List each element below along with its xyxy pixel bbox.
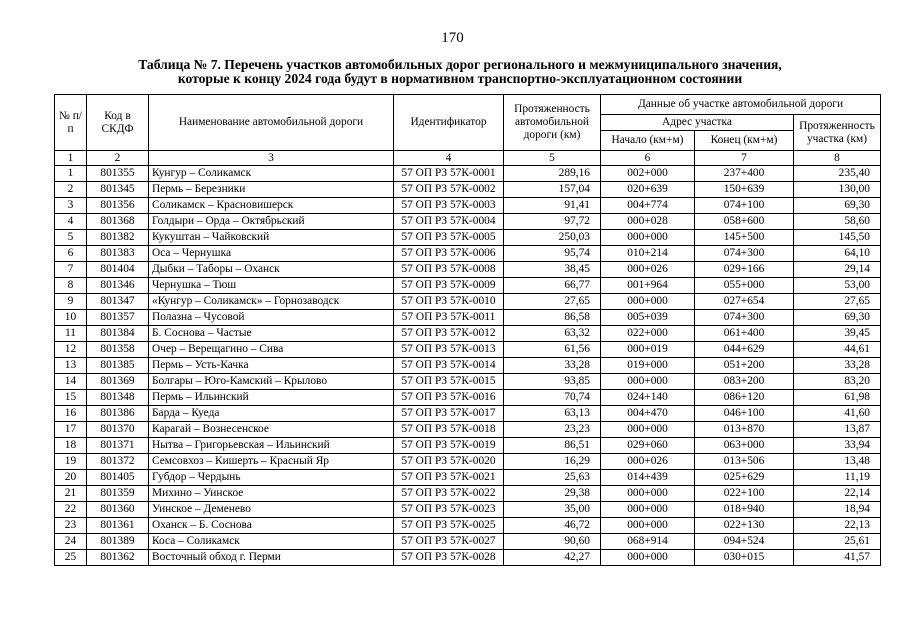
cell-code: 801360	[87, 502, 149, 518]
cell-start: 005+039	[601, 310, 695, 326]
cell-num: 21	[55, 486, 87, 502]
cell-start: 068+914	[601, 534, 695, 550]
cell-num: 7	[55, 262, 87, 278]
cell-end: 086+120	[695, 390, 794, 406]
cell-section-length: 61,98	[794, 390, 881, 406]
cell-section-length: 39,45	[794, 326, 881, 342]
cell-num: 22	[55, 502, 87, 518]
table-row	[55, 166, 881, 182]
cell-start: 000+000	[601, 294, 695, 310]
cell-start: 001+964	[601, 278, 695, 294]
header-end: Конец (км+м)	[695, 131, 794, 151]
cell-length-total: 70,74	[504, 390, 601, 406]
table-row	[55, 214, 881, 230]
cell-start: 004+774	[601, 198, 695, 214]
cell-road-name: Пермь – Березники	[149, 182, 394, 198]
column-index: 1	[55, 151, 87, 166]
cell-code: 801389	[87, 534, 149, 550]
cell-section-length: 145,50	[794, 230, 881, 246]
cell-road-name: Губдор – Чердынь	[149, 470, 394, 486]
cell-num: 24	[55, 534, 87, 550]
cell-code: 801368	[87, 214, 149, 230]
cell-identifier: 57 ОП РЗ 57К-0017	[394, 406, 504, 422]
title-line-2: которые к концу 2024 года будут в нормативном транспортно-эксплуатационном состоянии	[177, 71, 743, 86]
cell-identifier: 57 ОП РЗ 57К-0006	[394, 246, 504, 262]
cell-road-name: Кукуштан – Чайковский	[149, 230, 394, 246]
cell-end: 022+130	[695, 518, 794, 534]
header-num: № п/п	[55, 95, 87, 151]
cell-num: 6	[55, 246, 87, 262]
cell-length-total: 25,63	[504, 470, 601, 486]
table-row	[55, 374, 881, 390]
cell-num: 17	[55, 422, 87, 438]
cell-start: 002+000	[601, 166, 695, 182]
cell-end: 029+166	[695, 262, 794, 278]
column-index: 2	[87, 151, 149, 166]
table-row	[55, 518, 881, 534]
cell-section-length: 18,94	[794, 502, 881, 518]
cell-code: 801345	[87, 182, 149, 198]
table-row	[55, 246, 881, 262]
cell-identifier: 57 ОП РЗ 57К-0002	[394, 182, 504, 198]
cell-identifier: 57 ОП РЗ 57К-0018	[394, 422, 504, 438]
cell-road-name: Пермь – Ильинский	[149, 390, 394, 406]
cell-num: 15	[55, 390, 87, 406]
cell-num: 11	[55, 326, 87, 342]
cell-num: 19	[55, 454, 87, 470]
table-row	[55, 454, 881, 470]
table-row	[55, 230, 881, 246]
cell-section-length: 130,00	[794, 182, 881, 198]
cell-code: 801370	[87, 422, 149, 438]
cell-code: 801357	[87, 310, 149, 326]
cell-road-name: Оса – Чернушка	[149, 246, 394, 262]
cell-code: 801362	[87, 550, 149, 566]
cell-start: 000+000	[601, 374, 695, 390]
cell-end: 022+100	[695, 486, 794, 502]
cell-start: 019+000	[601, 358, 695, 374]
cell-num: 20	[55, 470, 87, 486]
cell-section-length: 44,61	[794, 342, 881, 358]
column-index-row	[55, 151, 881, 166]
column-index: 3	[149, 151, 394, 166]
cell-end: 074+100	[695, 198, 794, 214]
cell-code: 801405	[87, 470, 149, 486]
cell-num: 12	[55, 342, 87, 358]
cell-section-length: 58,60	[794, 214, 881, 230]
column-index: 7	[695, 151, 794, 166]
cell-start: 020+639	[601, 182, 695, 198]
cell-code: 801347	[87, 294, 149, 310]
cell-num: 8	[55, 278, 87, 294]
table-row	[55, 358, 881, 374]
cell-code: 801382	[87, 230, 149, 246]
cell-length-total: 97,72	[504, 214, 601, 230]
header-section-data: Данные об участке автомобильной дороги	[601, 95, 881, 115]
cell-start: 000+000	[601, 230, 695, 246]
cell-start: 000+000	[601, 550, 695, 566]
cell-code: 801346	[87, 278, 149, 294]
table-row	[55, 310, 881, 326]
cell-code: 801371	[87, 438, 149, 454]
cell-code: 801359	[87, 486, 149, 502]
cell-start: 022+000	[601, 326, 695, 342]
cell-end: 074+300	[695, 246, 794, 262]
cell-section-length: 25,61	[794, 534, 881, 550]
cell-code: 801358	[87, 342, 149, 358]
cell-num: 9	[55, 294, 87, 310]
table-row	[55, 534, 881, 550]
table-row	[55, 502, 881, 518]
cell-end: 046+100	[695, 406, 794, 422]
cell-end: 150+639	[695, 182, 794, 198]
cell-identifier: 57 ОП РЗ 57К-0009	[394, 278, 504, 294]
cell-road-name: Коса – Соликамск	[149, 534, 394, 550]
cell-road-name: Восточный обход г. Перми	[149, 550, 394, 566]
cell-identifier: 57 ОП РЗ 57К-0016	[394, 390, 504, 406]
column-index: 6	[601, 151, 695, 166]
cell-code: 801361	[87, 518, 149, 534]
cell-identifier: 57 ОП РЗ 57К-0015	[394, 374, 504, 390]
cell-section-length: 27,65	[794, 294, 881, 310]
cell-end: 055+000	[695, 278, 794, 294]
cell-length-total: 35,00	[504, 502, 601, 518]
cell-road-name: Очер – Верещагино – Сива	[149, 342, 394, 358]
header-length-total: Протяженность автомобильной дороги (км)	[504, 95, 601, 151]
cell-section-length: 13,48	[794, 454, 881, 470]
table-row	[55, 406, 881, 422]
cell-identifier: 57 ОП РЗ 57К-0010	[394, 294, 504, 310]
table-row	[55, 390, 881, 406]
cell-start: 004+470	[601, 406, 695, 422]
cell-identifier: 57 ОП РЗ 57К-0019	[394, 438, 504, 454]
table-row	[55, 550, 881, 566]
cell-length-total: 66,77	[504, 278, 601, 294]
table-row	[55, 182, 881, 198]
cell-identifier: 57 ОП РЗ 57К-0014	[394, 358, 504, 374]
page-number: 170	[441, 30, 464, 46]
cell-road-name: Пермь – Усть-Качка	[149, 358, 394, 374]
cell-road-name: Барда – Куеда	[149, 406, 394, 422]
cell-code: 801355	[87, 166, 149, 182]
cell-section-length: 41,57	[794, 550, 881, 566]
cell-length-total: 46,72	[504, 518, 601, 534]
column-index: 4	[394, 151, 504, 166]
cell-road-name: Кунгур – Соликамск	[149, 166, 394, 182]
cell-start: 000+000	[601, 422, 695, 438]
cell-code: 801383	[87, 246, 149, 262]
cell-length-total: 91,41	[504, 198, 601, 214]
cell-road-name: Михино – Уинское	[149, 486, 394, 502]
cell-length-total: 63,13	[504, 406, 601, 422]
cell-code: 801372	[87, 454, 149, 470]
cell-code: 801356	[87, 198, 149, 214]
cell-road-name: Дыбки – Таборы – Оханск	[149, 262, 394, 278]
cell-length-total: 86,58	[504, 310, 601, 326]
cell-num: 16	[55, 406, 87, 422]
cell-end: 051+200	[695, 358, 794, 374]
cell-length-total: 38,45	[504, 262, 601, 278]
table-row	[55, 470, 881, 486]
cell-start: 024+140	[601, 390, 695, 406]
cell-num: 13	[55, 358, 87, 374]
cell-road-name: Б. Соснова – Частые	[149, 326, 394, 342]
cell-start: 000+026	[601, 454, 695, 470]
cell-road-name: Оханск – Б. Соснова	[149, 518, 394, 534]
cell-start: 000+019	[601, 342, 695, 358]
cell-length-total: 86,51	[504, 438, 601, 454]
cell-length-total: 289,16	[504, 166, 601, 182]
header-code: Код в СКДФ	[87, 95, 149, 151]
cell-length-total: 250,03	[504, 230, 601, 246]
cell-road-name: Голдыри – Орда – Октябрьский	[149, 214, 394, 230]
cell-road-name: Уинское – Деменево	[149, 502, 394, 518]
table-row	[55, 262, 881, 278]
cell-section-length: 69,30	[794, 310, 881, 326]
roads-table	[54, 94, 881, 566]
table-title	[60, 58, 860, 86]
title-line-1: Таблица № 7. Перечень участков автомобильных дорог регионального и межмуниципального значения,	[138, 57, 782, 72]
cell-identifier: 57 ОП РЗ 57К-0027	[394, 534, 504, 550]
cell-road-name: Карагай – Вознесенское	[149, 422, 394, 438]
cell-num: 5	[55, 230, 87, 246]
cell-start: 000+000	[601, 502, 695, 518]
cell-num: 4	[55, 214, 87, 230]
cell-num: 1	[55, 166, 87, 182]
cell-end: 030+015	[695, 550, 794, 566]
cell-num: 3	[55, 198, 87, 214]
table-row	[55, 278, 881, 294]
cell-length-total: 61,56	[504, 342, 601, 358]
cell-length-total: 90,60	[504, 534, 601, 550]
cell-length-total: 23,23	[504, 422, 601, 438]
cell-num: 18	[55, 438, 87, 454]
cell-identifier: 57 ОП РЗ 57К-0021	[394, 470, 504, 486]
cell-end: 237+400	[695, 166, 794, 182]
cell-start: 000+026	[601, 262, 695, 278]
cell-identifier: 57 ОП РЗ 57К-0003	[394, 198, 504, 214]
cell-num: 14	[55, 374, 87, 390]
cell-road-name: Чернушка – Тюш	[149, 278, 394, 294]
cell-road-name: Нытва – Григорьевская – Ильинский	[149, 438, 394, 454]
cell-start: 000+028	[601, 214, 695, 230]
cell-end: 145+500	[695, 230, 794, 246]
cell-end: 018+940	[695, 502, 794, 518]
cell-end: 044+629	[695, 342, 794, 358]
cell-num: 2	[55, 182, 87, 198]
table-body	[55, 166, 881, 566]
cell-num: 25	[55, 550, 87, 566]
cell-identifier: 57 ОП РЗ 57К-0022	[394, 486, 504, 502]
cell-section-length: 22,13	[794, 518, 881, 534]
cell-start: 014+439	[601, 470, 695, 486]
cell-end: 083+200	[695, 374, 794, 390]
cell-start: 029+060	[601, 438, 695, 454]
cell-section-length: 29,14	[794, 262, 881, 278]
cell-code: 801369	[87, 374, 149, 390]
table-row	[55, 294, 881, 310]
cell-length-total: 29,38	[504, 486, 601, 502]
cell-code: 801384	[87, 326, 149, 342]
cell-section-length: 22,14	[794, 486, 881, 502]
cell-section-length: 53,00	[794, 278, 881, 294]
cell-length-total: 157,04	[504, 182, 601, 198]
header-identifier: Идентификатор	[394, 95, 504, 151]
cell-section-length: 13,87	[794, 422, 881, 438]
cell-start: 000+000	[601, 486, 695, 502]
cell-end: 013+506	[695, 454, 794, 470]
cell-identifier: 57 ОП РЗ 57К-0013	[394, 342, 504, 358]
cell-length-total: 33,28	[504, 358, 601, 374]
cell-length-total: 42,27	[504, 550, 601, 566]
cell-end: 013+870	[695, 422, 794, 438]
cell-identifier: 57 ОП РЗ 57К-0008	[394, 262, 504, 278]
cell-identifier: 57 ОП РЗ 57К-0001	[394, 166, 504, 182]
cell-road-name: «Кунгур – Соликамск» – Горнозаводск	[149, 294, 394, 310]
column-index: 8	[794, 151, 881, 166]
header-section-length: Протяженность участка (км)	[794, 115, 881, 151]
cell-section-length: 69,30	[794, 198, 881, 214]
table-row	[55, 342, 881, 358]
cell-num: 23	[55, 518, 87, 534]
cell-section-length: 235,40	[794, 166, 881, 182]
cell-end: 094+524	[695, 534, 794, 550]
cell-section-length: 33,28	[794, 358, 881, 374]
cell-code: 801385	[87, 358, 149, 374]
column-index: 5	[504, 151, 601, 166]
cell-road-name: Болгары – Юго-Камский – Крылово	[149, 374, 394, 390]
cell-code: 801386	[87, 406, 149, 422]
cell-identifier: 57 ОП РЗ 57К-0011	[394, 310, 504, 326]
cell-code: 801404	[87, 262, 149, 278]
cell-length-total: 16,29	[504, 454, 601, 470]
cell-length-total: 63,32	[504, 326, 601, 342]
header-name: Наименование автомобильной дороги	[149, 95, 394, 151]
cell-end: 063+000	[695, 438, 794, 454]
cell-start: 000+000	[601, 518, 695, 534]
cell-identifier: 57 ОП РЗ 57К-0004	[394, 214, 504, 230]
cell-road-name: Семсовхоз – Кишерть – Красный Яр	[149, 454, 394, 470]
cell-section-length: 64,10	[794, 246, 881, 262]
cell-identifier: 57 ОП РЗ 57К-0012	[394, 326, 504, 342]
cell-code: 801348	[87, 390, 149, 406]
cell-section-length: 11,19	[794, 470, 881, 486]
cell-length-total: 27,65	[504, 294, 601, 310]
cell-identifier: 57 ОП РЗ 57К-0020	[394, 454, 504, 470]
cell-identifier: 57 ОП РЗ 57К-0005	[394, 230, 504, 246]
cell-end: 025+629	[695, 470, 794, 486]
header-address: Адрес участка	[601, 115, 794, 131]
cell-start: 010+214	[601, 246, 695, 262]
cell-end: 074+300	[695, 310, 794, 326]
cell-num: 10	[55, 310, 87, 326]
table-row	[55, 422, 881, 438]
cell-length-total: 95,74	[504, 246, 601, 262]
table-row	[55, 198, 881, 214]
cell-road-name: Соликамск – Красновишерск	[149, 198, 394, 214]
header-start: Начало (км+м)	[601, 131, 695, 151]
cell-section-length: 83,20	[794, 374, 881, 390]
cell-section-length: 41,60	[794, 406, 881, 422]
cell-end: 058+600	[695, 214, 794, 230]
cell-identifier: 57 ОП РЗ 57К-0023	[394, 502, 504, 518]
table-row	[55, 486, 881, 502]
table-row	[55, 438, 881, 454]
cell-end: 027+654	[695, 294, 794, 310]
cell-identifier: 57 ОП РЗ 57К-0028	[394, 550, 504, 566]
cell-length-total: 93,85	[504, 374, 601, 390]
cell-section-length: 33,94	[794, 438, 881, 454]
table-row	[55, 326, 881, 342]
cell-end: 061+400	[695, 326, 794, 342]
cell-identifier: 57 ОП РЗ 57К-0025	[394, 518, 504, 534]
cell-road-name: Полазна – Чусовой	[149, 310, 394, 326]
